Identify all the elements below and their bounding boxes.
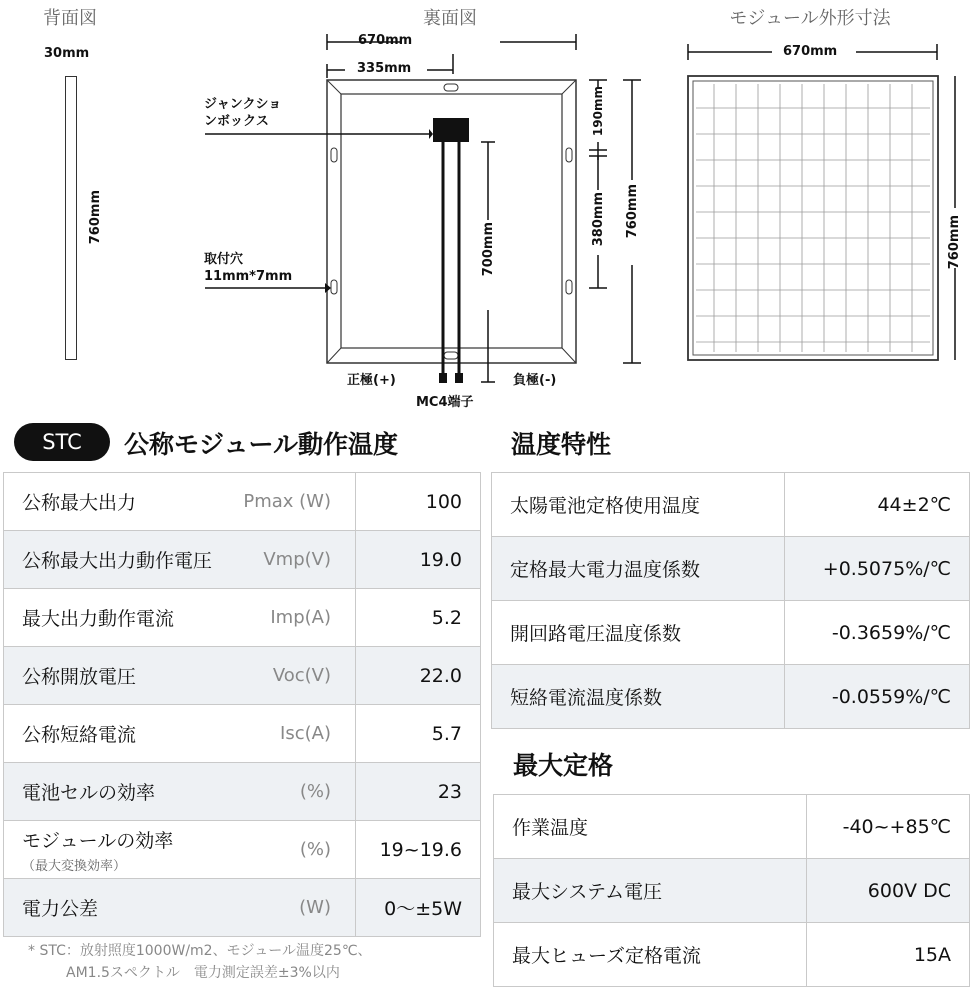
connector-label: MC4端子: [416, 395, 474, 410]
back-view-drawing: [195, 30, 655, 390]
back-view-title: 裏面図: [423, 8, 477, 29]
stc-title: 公称モジュール動作温度: [124, 430, 399, 459]
module-frame-inner: [693, 81, 933, 355]
row-value: 5.7: [431, 722, 462, 745]
module-drawing: [684, 38, 969, 368]
row-value: 19.0: [419, 548, 462, 571]
row-name: 電池セルの効率: [22, 782, 156, 804]
mount-hole: [331, 280, 337, 294]
mount-arrow-head: [325, 283, 331, 293]
table-row: [492, 665, 970, 729]
row-name: 最大ヒューズ定格電流: [512, 945, 702, 967]
table-row: [4, 647, 481, 705]
row-name-main: モジュールの効率: [22, 829, 174, 852]
dim-380-label: 380mm: [591, 192, 606, 247]
module-height-label: 760mm: [947, 215, 962, 270]
positive-label: 正極(+): [347, 373, 396, 388]
stc-table: [3, 472, 481, 937]
row-value: 22.0: [419, 664, 462, 687]
row-value: -40~+85℃: [842, 815, 951, 838]
junction-box-label-line1: ジャンクショ: [204, 97, 282, 112]
row-name: 公称短絡電流: [22, 724, 137, 746]
cable-length-label: 700mm: [481, 222, 496, 277]
junction-arrow-head: [429, 129, 433, 139]
table-row: [492, 537, 970, 601]
frame-corner: [562, 80, 576, 94]
cell-grid: [696, 84, 930, 352]
table-row: [4, 589, 481, 647]
row-name: 電力公差: [22, 898, 99, 920]
mount-hole: [331, 148, 337, 162]
dim-190-label: 190mm: [591, 86, 605, 137]
row-unit: (W): [299, 897, 331, 918]
mc4-connector-negative: [455, 373, 463, 383]
table-row: [494, 859, 970, 923]
side-height-label: 760mm: [88, 190, 103, 245]
temperature-table: [491, 472, 970, 729]
row-unit: (%): [299, 839, 331, 860]
drain-slot: [444, 84, 458, 91]
negative-label: 負極(-): [513, 373, 557, 388]
row-value: -0.3659%/℃: [831, 621, 951, 644]
row-value: 0〜±5W: [384, 898, 462, 920]
module-dimension-title: モジュール外形寸法: [729, 8, 891, 29]
drain-slot: [444, 352, 458, 359]
row-value: 600V DC: [867, 879, 951, 902]
module-width-label: 670mm: [783, 44, 838, 59]
row-value: 5.2: [431, 606, 462, 629]
side-profile: [65, 76, 77, 360]
row-value: -0.0559%/℃: [831, 685, 951, 708]
row-unit: Voc(V): [272, 665, 331, 686]
junction-box: [433, 118, 469, 142]
row-name: 公称最大出力: [22, 492, 137, 514]
back-half-width-label: 335mm: [357, 61, 412, 76]
row-name: 作業温度: [512, 817, 589, 839]
row-unit: Isc(A): [280, 723, 331, 744]
row-name: 公称開放電圧: [22, 666, 137, 688]
table-row: [492, 473, 970, 537]
mount-hole-label-line2: 11mm*7mm: [204, 269, 293, 284]
module-frame-outer: [688, 76, 938, 360]
row-unit: Pmax (W): [243, 491, 331, 512]
back-height-label: 760mm: [625, 184, 640, 239]
stc-badge: STC: [14, 423, 110, 461]
max-rating-table: [493, 794, 970, 987]
mount-hole: [566, 148, 572, 162]
row-name: 最大出力動作電流: [22, 608, 175, 630]
row-value: 15A: [913, 943, 951, 966]
frame-corner: [327, 80, 341, 94]
table-row: [494, 923, 970, 987]
mount-hole-label-line1: 取付穴: [204, 252, 244, 267]
row-name: [4, 826, 173, 874]
table-row: [4, 705, 481, 763]
table-row: [492, 601, 970, 665]
frame-corner: [327, 348, 341, 363]
side-view-title: 背面図: [43, 8, 97, 29]
back-width-label: 670mm: [358, 33, 413, 48]
row-unit: Vmp(V): [263, 549, 331, 570]
side-thickness-label: 30mm: [44, 46, 90, 61]
table-row: [4, 531, 481, 589]
max-rating-title: 最大定格: [513, 751, 614, 780]
mount-hole-label: [204, 251, 292, 285]
row-name: 開回路電圧温度係数: [510, 623, 682, 645]
junction-box-label: [204, 96, 281, 130]
table-row: [4, 879, 481, 937]
table-row: [4, 473, 481, 531]
junction-box-label-line2: ンボックス: [204, 114, 269, 129]
mc4-connector-positive: [439, 373, 447, 383]
stc-footnote-line2: AM1.5スペクトル 電力測定誤差±3%以内: [66, 965, 340, 981]
mount-hole: [566, 280, 572, 294]
table-row: [4, 763, 481, 821]
row-value: 23: [437, 780, 462, 803]
row-value: +0.5075%/℃: [822, 557, 951, 580]
row-name: 定格最大電力温度係数: [510, 559, 701, 581]
row-value: 44±2℃: [877, 493, 951, 516]
row-name: 太陽電池定格使用温度: [510, 495, 701, 517]
stc-footnote-line1: * STC：放射照度1000W/m2、モジュール温度25℃、: [28, 943, 372, 959]
row-name-sub: （最大変換効率）: [22, 858, 127, 874]
row-name: 公称最大出力動作電圧: [22, 550, 213, 572]
row-name: 短絡電流温度係数: [510, 687, 663, 709]
temperature-title: 温度特性: [511, 430, 612, 459]
row-name: 最大システム電圧: [512, 881, 663, 903]
row-unit: (%): [299, 781, 331, 802]
row-value: 19~19.6: [379, 838, 462, 861]
table-row: [494, 795, 970, 859]
row-value: 100: [425, 490, 462, 513]
frame-corner: [562, 348, 576, 363]
table-row: [4, 821, 481, 879]
row-unit: Imp(A): [270, 607, 331, 628]
